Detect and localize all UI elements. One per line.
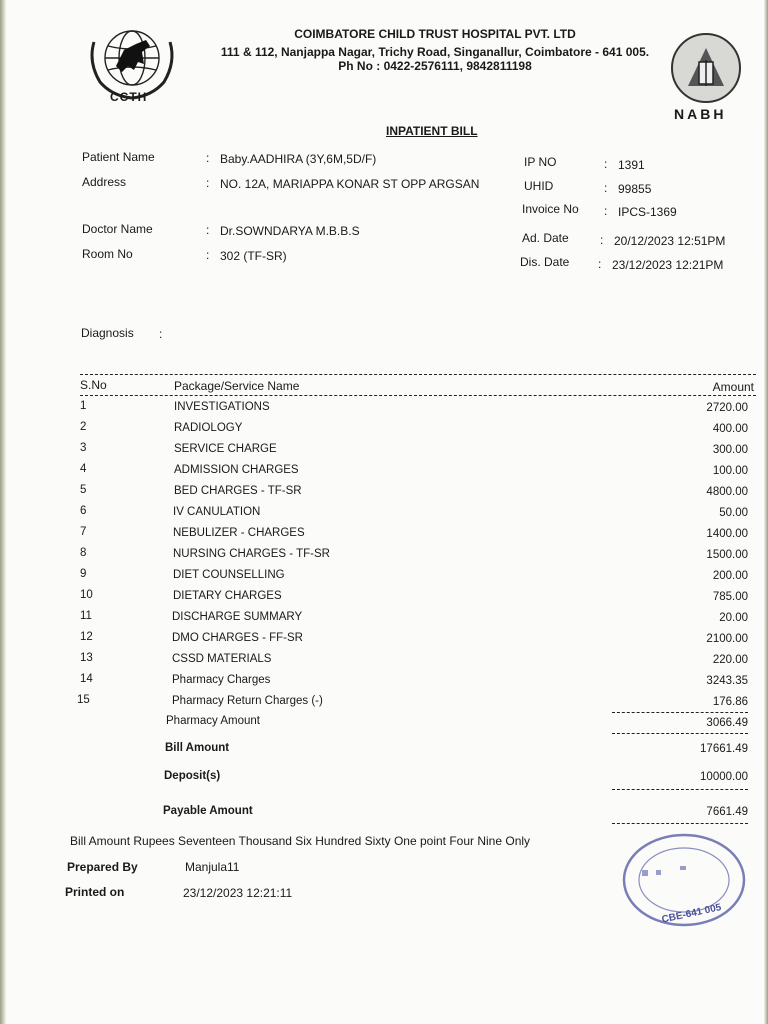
row-sno: 6 <box>80 505 87 517</box>
row-amount: 220.00 <box>712 654 748 666</box>
printed-on-label: Printed on <box>65 885 125 899</box>
row-service-name: NURSING CHARGES - TF-SR <box>173 548 330 560</box>
room-no-colon: : <box>206 248 210 262</box>
row-sno: 15 <box>77 694 90 706</box>
hospital-phone: Ph No : 0422-2576111, 9842811198 <box>338 59 532 73</box>
pharmacy-bottom-rule <box>612 733 748 734</box>
deposit-label: Deposit(s) <box>164 770 221 782</box>
row-service-name: SERVICE CHARGE <box>174 443 277 455</box>
uhid-label: UHID <box>524 179 554 193</box>
room-no-value: 302 (TF-SR) <box>220 249 287 263</box>
row-sno: 10 <box>80 589 93 601</box>
admission-date-colon: : <box>600 233 604 247</box>
row-sno: 7 <box>80 526 87 538</box>
row-service-name: CSSD MATERIALS <box>172 653 272 665</box>
prepared-by-value: Manjula11 <box>185 860 240 874</box>
row-amount: 3243.35 <box>706 675 748 687</box>
row-service-name: DIET COUNSELLING <box>173 569 285 581</box>
bill-title: INPATIENT BILL <box>386 124 478 138</box>
diagnosis-label: Diagnosis <box>81 326 134 340</box>
row-sno: 9 <box>80 568 87 580</box>
invoice-no-label: Invoice No <box>522 202 579 216</box>
pharmacy-amount-value: 3066.49 <box>706 717 748 729</box>
nabh-logo-text: NABH <box>674 106 727 122</box>
row-service-name: IV CANULATION <box>173 506 261 518</box>
pharmacy-amount-label: Pharmacy Amount <box>166 715 260 727</box>
col-header-amount: Amount <box>712 380 754 394</box>
col-header-service: Package/Service Name <box>174 379 300 393</box>
patient-name-label: Patient Name <box>82 150 155 164</box>
row-amount: 1500.00 <box>706 549 748 561</box>
admission-date-value: 20/12/2023 12:51PM <box>614 234 726 248</box>
hospital-name: COIMBATORE CHILD TRUST HOSPITAL PVT. LTD <box>294 27 576 41</box>
address-value: NO. 12A, MARIAPPA KONAR ST OPP ARGSAN <box>220 177 480 191</box>
row-amount: 200.00 <box>712 570 748 582</box>
table-top-rule <box>80 374 756 375</box>
row-service-name: DISCHARGE SUMMARY <box>172 611 303 623</box>
payable-amount-label: Payable Amount <box>163 805 253 817</box>
row-amount: 300.00 <box>712 444 748 456</box>
row-service-name: DIETARY CHARGES <box>173 590 282 602</box>
row-service-name: NEBULIZER - CHARGES <box>173 527 305 539</box>
payable-amount-value: 7661.49 <box>706 806 748 818</box>
stamp-seal-icon <box>614 830 754 930</box>
row-sno: 2 <box>80 421 87 433</box>
deposit-value: 10000.00 <box>700 771 748 783</box>
row-service-name: DMO CHARGES - FF-SR <box>172 632 303 644</box>
discharge-date-label: Dis. Date <box>520 255 570 269</box>
discharge-date-value: 23/12/2023 12:21PM <box>612 258 724 272</box>
row-amount: 400.00 <box>712 423 748 435</box>
pharmacy-top-rule <box>612 712 748 713</box>
row-service-name: ADMISSION CHARGES <box>174 464 299 476</box>
col-header-sno: S.No <box>80 378 107 392</box>
row-amount: 2100.00 <box>706 633 748 645</box>
address-colon: : <box>206 176 210 190</box>
hospital-address: 111 & 112, Nanjappa Nagar, Trichy Road, Singanallur, Coimbatore - 641 005. <box>220 45 650 59</box>
row-amount: 1400.00 <box>706 528 748 540</box>
row-amount: 4800.00 <box>706 486 748 498</box>
patient-name-value: Baby.AADHIRA (3Y,6M,5D/F) <box>220 152 377 166</box>
paper-edge-left <box>0 0 6 1024</box>
discharge-date-colon: : <box>598 257 602 271</box>
bill-amount-label: Bill Amount <box>165 742 230 754</box>
patient-name-colon: : <box>206 151 210 165</box>
doctor-name-label: Doctor Name <box>82 222 153 236</box>
doctor-name-value: Dr.SOWNDARYA M.B.B.S <box>220 224 360 238</box>
row-amount: 2720.00 <box>706 402 748 414</box>
row-service-name: INVESTIGATIONS <box>174 401 270 413</box>
ccth-logo-text: CCTH <box>110 90 148 104</box>
uhid-colon: : <box>604 181 608 195</box>
invoice-no-colon: : <box>604 204 608 218</box>
nabh-logo <box>666 30 746 126</box>
deposit-bottom-rule <box>612 789 748 790</box>
bill-amount-value: 17661.49 <box>700 743 748 755</box>
uhid-value: 99855 <box>618 182 652 196</box>
printed-on-value: 23/12/2023 12:21:11 <box>183 886 293 900</box>
row-sno: 5 <box>80 484 87 496</box>
address-label: Address <box>82 175 127 189</box>
row-sno: 14 <box>80 673 93 685</box>
row-service-name: Pharmacy Return Charges (-) <box>172 695 323 707</box>
table-header-rule <box>80 395 756 396</box>
hospital-stamp <box>614 830 754 930</box>
row-sno: 12 <box>80 631 93 643</box>
row-sno: 4 <box>80 463 87 475</box>
row-sno: 8 <box>80 547 87 559</box>
row-amount: 100.00 <box>712 465 748 477</box>
row-service-name: Pharmacy Charges <box>172 674 271 686</box>
doctor-name-colon: : <box>206 223 210 237</box>
diagnosis-colon: : <box>159 327 163 341</box>
row-sno: 11 <box>80 610 92 622</box>
ip-no-label: IP NO <box>524 155 557 169</box>
row-amount: 20.00 <box>719 612 748 624</box>
nabh-emblem-icon <box>666 30 746 108</box>
paper-edge-right <box>764 0 768 1024</box>
prepared-by-label: Prepared By <box>67 860 138 874</box>
stamp-text: CBE-641 005 <box>660 902 723 926</box>
row-amount: 785.00 <box>712 591 748 603</box>
row-sno: 1 <box>80 400 87 412</box>
ip-no-colon: : <box>604 157 608 171</box>
ip-no-value: 1391 <box>618 158 645 172</box>
row-service-name: BED CHARGES - TF-SR <box>174 485 302 497</box>
row-sno: 3 <box>80 442 87 454</box>
admission-date-label: Ad. Date <box>522 231 569 245</box>
room-no-label: Room No <box>82 247 133 261</box>
amount-in-words: Bill Amount Rupees Seventeen Thousand Six Hundred Sixty One point Four Nine Only <box>70 834 531 848</box>
row-amount: 176.86 <box>712 696 748 708</box>
ccth-logo <box>84 22 180 110</box>
row-sno: 13 <box>80 652 93 664</box>
invoice-no-value: IPCS-1369 <box>618 205 677 219</box>
row-service-name: RADIOLOGY <box>174 422 243 434</box>
payable-bottom-rule <box>612 823 748 824</box>
row-amount: 50.00 <box>719 507 748 519</box>
